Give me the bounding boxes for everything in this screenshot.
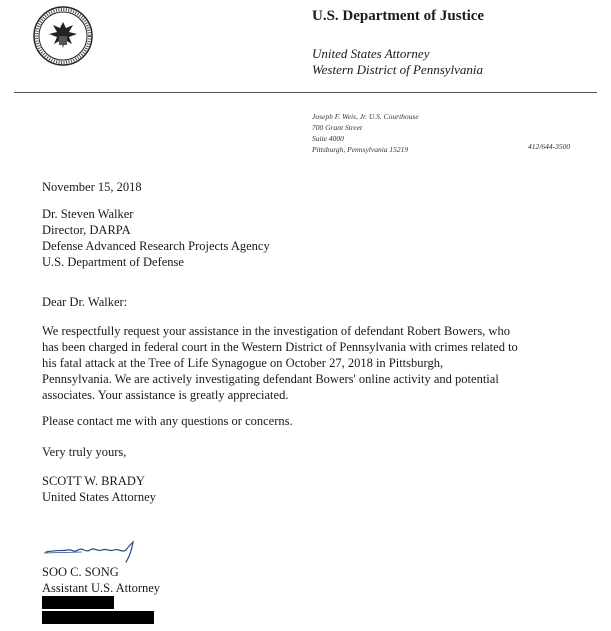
recipient-line: U.S. Department of Defense xyxy=(42,255,184,269)
address-line-1: Joseph F. Weis, Jr. U.S. Courthouse xyxy=(312,112,419,121)
doj-seal-icon xyxy=(33,6,93,66)
address-line-2: 700 Grant Street xyxy=(312,123,363,132)
signer-title: United States Attorney xyxy=(42,490,156,504)
phone-number: 412/644-3500 xyxy=(528,142,571,151)
signer2-name: SOO C. SONG xyxy=(42,565,119,579)
body-line: associates. Your assistance is greatly appreciated. xyxy=(42,388,289,402)
address-line-3: Suite 4000 xyxy=(312,134,344,143)
recipient-line: Defense Advanced Research Projects Agency xyxy=(42,239,270,253)
address-line-4: Pittsburgh, Pennsylvania 15219 xyxy=(312,145,409,154)
signer2-title: Assistant U.S. Attorney xyxy=(42,581,161,595)
salutation: Dear Dr. Walker: xyxy=(42,295,128,309)
body-paragraph-1 xyxy=(42,323,580,403)
signer-block xyxy=(42,473,156,505)
office-block xyxy=(312,46,483,78)
handwritten-signature-icon xyxy=(42,538,152,564)
closing: Very truly yours, xyxy=(42,445,127,459)
body-line: We respectfully request your assistance in the investigation of defendant Robert Bowers, who xyxy=(42,324,510,338)
body-line: Pennsylvania. We are actively investigating defendant Bowers' online activity and potential xyxy=(42,372,499,386)
signer2-block xyxy=(42,564,160,596)
redaction-bar xyxy=(42,611,154,624)
recipient-block xyxy=(42,206,270,270)
letterhead-divider xyxy=(14,92,597,93)
address-block xyxy=(312,111,419,155)
body-paragraph-2: Please contact me with any questions or concerns. xyxy=(42,414,293,428)
department-name: U.S. Department of Justice xyxy=(312,8,485,24)
redaction-bar xyxy=(42,596,114,609)
signer-name: SCOTT W. BRADY xyxy=(42,474,145,488)
letter-date: November 15, 2018 xyxy=(42,180,142,194)
body-line: his fatal attack at the Tree of Life Synagogue on October 27, 2018 in Pittsburgh, xyxy=(42,356,444,370)
recipient-line: Director, DARPA xyxy=(42,223,131,237)
recipient-line: Dr. Steven Walker xyxy=(42,207,134,221)
body-line: has been charged in federal court in the Western District of Pennsylvania with crimes related to xyxy=(42,340,518,354)
office-line-2: Western District of Pennsylvania xyxy=(312,62,484,77)
office-line-1: United States Attorney xyxy=(312,46,430,61)
